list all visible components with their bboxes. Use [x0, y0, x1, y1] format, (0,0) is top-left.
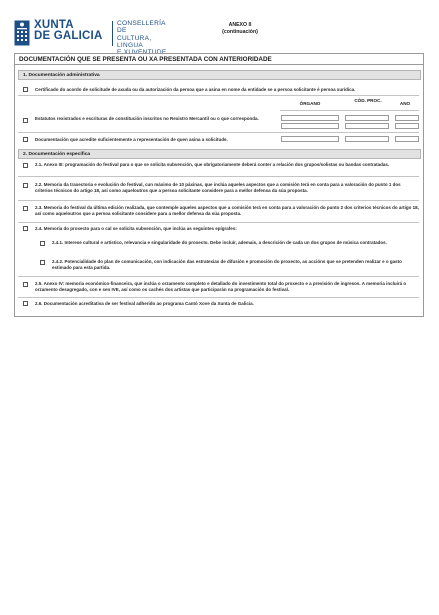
anexo-subtitle: (continuación) [222, 29, 258, 35]
estatutos-organ-field[interactable] [281, 115, 339, 121]
item-2-4-2-label: 2.4.2. Potencialidade do plan de comunicación, con indicación das estratexias de difusión e promoción do proxecto, as accións que se pretenden realizar e o gasto estimado para esta partida. [52, 259, 402, 270]
checkbox-certificado[interactable] [23, 87, 28, 92]
item-2-2-label: 2.2. Memoria da traxectoria e evolución do festival, cun máximo de 10 páxinas, que inclúa aqueles aspectos que a comisión terá en conta para a valoración do punto 1 dos criterios técnicos do artigo 18, así como aqueloutros que a persoa solicitante considere para a mellor defensa da súa proposta. [35, 182, 401, 193]
representacion-year-field[interactable] [395, 136, 419, 142]
checkbox-2-2[interactable] [23, 183, 28, 188]
checkbox-2-4[interactable] [23, 226, 28, 231]
item-2-6-label: 2.6. Documentación acreditativa de ser festival adherido ao programa Cantó Xove da Xunta de Galicia. [35, 301, 254, 306]
estatutos-proc-field-2[interactable] [345, 123, 389, 129]
divider [18, 297, 419, 298]
divider [18, 200, 419, 201]
anexo-heading [210, 22, 270, 36]
dept-line-2: CULTURA, LINGUA [117, 34, 152, 49]
column-header-year: ANO [399, 101, 411, 106]
estatutos-year-field-2[interactable] [395, 123, 419, 129]
checkbox-2-3[interactable] [23, 206, 28, 211]
divider [18, 222, 419, 223]
item-representacion-label: Documentación que acredite suficientemente a representación de quen asina a solicitude. [35, 137, 228, 142]
logo-line-2: DE GALICIA [34, 30, 103, 42]
checkbox-2-4-2[interactable] [40, 260, 45, 265]
anexo-title: ANEXO II [228, 22, 252, 28]
divider [18, 276, 419, 277]
checkbox-2-4-1[interactable] [40, 241, 45, 246]
checkbox-2-1[interactable] [23, 163, 28, 168]
estatutos-proc-field[interactable] [345, 115, 389, 121]
documentation-form [14, 53, 424, 317]
item-certificado-label: Certificado do acordo de solicitude de axuda ou da autorización da persoa que a asina en nome da entidade se a persoa solicitante é persoa xurídica. [35, 87, 356, 92]
column-header-proc: CÓD. PROC. [354, 98, 382, 103]
checkbox-2-6[interactable] [23, 301, 28, 306]
form-title: DOCUMENTACIÓN QUE SE PRESENTA OU XA PRESENTADA CON ANTERIORIDADE [19, 56, 272, 63]
section-2-header [18, 149, 421, 159]
divider [280, 110, 419, 111]
logo-separator [112, 21, 113, 46]
item-2-1-label: 2.1. Anexo III: programación do festival para o que se solicita subvención, que obrigatoriamente deberá conter a relación dos grupos/solistas ou bandas contratadas. [35, 162, 390, 167]
item-estatutos-label: Estatutos rexistrados e escrituras de constitución inscritos no Rexistro Mercantil ou o que corresponda. [35, 116, 259, 121]
dept-line-1: CONSELLERÍA DE [117, 20, 166, 35]
checkbox-2-5[interactable] [23, 282, 28, 287]
divider [18, 132, 419, 133]
estatutos-year-field[interactable] [395, 115, 419, 121]
department-name [117, 20, 169, 56]
checkbox-estatutos[interactable] [23, 118, 28, 123]
representacion-organ-field[interactable] [281, 136, 339, 142]
estatutos-organ-field-2[interactable] [281, 123, 339, 129]
column-header-organ: ÓRGANO [299, 101, 321, 106]
dept-line-3: E XUVENTUDE [117, 49, 167, 57]
logo-text [34, 20, 102, 42]
divider [18, 176, 419, 177]
divider [18, 95, 419, 96]
xunta-logo [14, 19, 169, 57]
section-1-header [18, 70, 421, 80]
item-2-3-label: 2.3. Memoria do festival da última edición realizada, que contemple aqueles aspectos que a comisión terá en conta para a valoración do punto 2 dos criterios técnicos do artigo 18, así como aqueloutros que a persoa solicitante considere para a mellor defensa da súa proposta. [35, 205, 419, 216]
xunta-shield-icon [14, 20, 30, 46]
item-2-4-1-label: 2.4.1. Interese cultural e artístico, relevancia e singularidade do proxecto. Debe incluír, ademais, a descrición de cada un dos grupos de música contratados. [52, 240, 387, 245]
section-1-title: 1. Documentación administrativa [23, 72, 100, 78]
title-divider [15, 64, 423, 65]
item-2-4-label: 2.4. Memoria do proxecto para o cal se solicita subvención, que inclúa as seguintes epígrafes: [35, 226, 237, 231]
section-2-title: 2. Documentación específica [23, 151, 91, 157]
representacion-proc-field[interactable] [345, 136, 389, 142]
checkbox-representacion[interactable] [23, 137, 28, 142]
logo-line-1: XUNTA [34, 19, 74, 31]
item-2-5-label: 2.5. Anexo IV: memoria económico-financeira, que inclúa o orzamento completo e detallado do investimento total do proxecto e a previsión de ingresos. A memoria incluirá o orzamento desagregado, con e sen IVE, así como os cachés dos artistas que participarán na programación do festival. [35, 281, 407, 292]
